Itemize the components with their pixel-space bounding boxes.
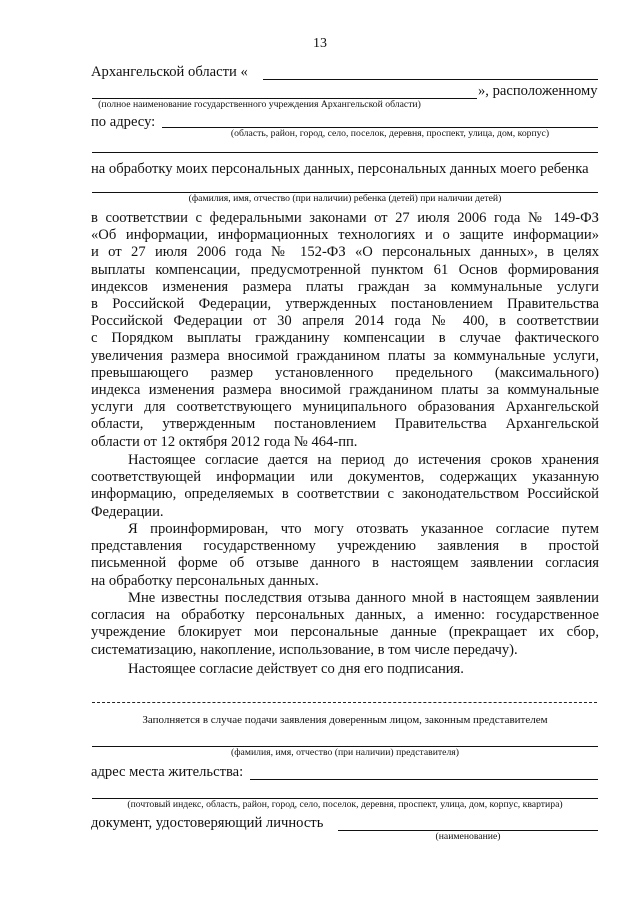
dashed-separator xyxy=(92,702,597,703)
text-line: Настоящее согласие дается на период до истечения сроков хранения xyxy=(128,452,599,468)
page-number: 13 xyxy=(313,36,327,51)
residence-field[interactable] xyxy=(250,779,598,780)
text-line: согласия на обработку персональных данных, а именно: государственное xyxy=(91,607,599,624)
paragraph-withdrawal-consequences xyxy=(91,590,599,659)
text-line: области, утвержденным постановлением Правительства Архангельской xyxy=(91,416,599,433)
text-line: соответствующей информации или документов, содержащих указанную xyxy=(91,469,599,486)
caption-child: (фамилия, имя, отчество (при наличии) ребенка (детей) при наличии детей) xyxy=(188,193,502,204)
text-line: на обработку персональных данных. xyxy=(91,572,319,589)
paragraph-legal-basis xyxy=(91,210,599,451)
text-line: Российской Федерации от 30 апреля 2014 года № 400, в соответствии xyxy=(91,313,599,330)
text-line: Мне известны последствия отзыва данного мной в настоящем заявлении xyxy=(128,590,599,606)
text-line: учреждение блокирует мои персональные данные (прекращает их сбор, xyxy=(91,624,599,641)
text-line: превышающего размер установленного предельного (максимального) xyxy=(91,364,599,381)
institution-line-prefix: Архангельской области « xyxy=(91,64,248,80)
text-line: «Об информации, информационных технологиях и о защите информации» xyxy=(91,227,599,244)
address-field-continued[interactable] xyxy=(92,152,598,153)
text-line: письменной форме об отзыве данного в настоящем заявлении согласия xyxy=(91,555,599,572)
text-line: в соответствии с федеральными законами от 27 июля 2006 года № 149-ФЗ xyxy=(91,210,599,226)
residence-label: адрес места жительства: xyxy=(91,764,244,780)
text-line: услуги для соответствующего муниципального образования Архангельской xyxy=(91,399,599,416)
caption-id-doc: (наименование) xyxy=(435,831,501,842)
institution-name-field[interactable] xyxy=(263,79,598,80)
address-label: по адресу: xyxy=(91,114,156,130)
caption-residence: (почтовый индекс, область, район, город, село, поселок, деревня, проспект, улица, дом, корпус, квартира) xyxy=(127,799,563,810)
text-line: в Российской Федерации, утвержденных постановлением Правительства xyxy=(91,296,599,313)
text-line: с Порядком выплаты гражданину компенсации в случае фактического xyxy=(91,330,599,347)
text-line: представления государственному учреждению заявления в простой xyxy=(91,538,599,555)
text-line: индексов изменения размера платы граждан за коммунальные услуги xyxy=(91,278,599,295)
id-document-label: документ, удостоверяющий личность xyxy=(91,815,324,831)
text-line: Федерации. xyxy=(91,503,164,520)
caption-rep-name: (фамилия, имя, отчество (при наличии) представителя) xyxy=(231,747,459,758)
caption-institution: (полное наименование государственного учреждения Архангельской области) xyxy=(98,99,421,110)
text-line: индекса изменения размера вносимой гражданином платы за коммунальные xyxy=(91,382,599,399)
text-line: области от 12 октября 2012 года № 464-пп. xyxy=(91,433,358,450)
institution-line-suffix: », расположенному xyxy=(478,83,598,99)
paragraph-withdrawal-right xyxy=(91,521,599,590)
paragraph-effective-date: Настоящее согласие действует со дня его подписания. xyxy=(128,661,464,677)
text-line: систематизацию, накопление, использование, в том числе передачу). xyxy=(91,641,518,658)
text-line: и от 27 июля 2006 года № 152-ФЗ «О персональных данных», в целях xyxy=(91,244,599,261)
text-line: выплаты компенсации, предусмотренной пунктом 61 Основ формирования xyxy=(91,261,599,278)
representative-note: Заполняется в случае подачи заявления доверенным лицом, законным представителем xyxy=(142,714,548,726)
text-line: Я проинформирован, что могу отозвать указанное согласие путем xyxy=(128,521,599,537)
consent-line: на обработку моих персональных данных, персональных данных моего ребенка xyxy=(91,161,589,177)
paragraph-consent-period xyxy=(91,452,599,521)
text-line: информацию, определяемых в соответствии с законодательством Российской xyxy=(91,486,599,503)
caption-address: (область, район, город, село, поселок, деревня, проспект, улица, дом, корпус) xyxy=(230,128,550,139)
text-line: увеличения размера вносимой гражданином платы за коммунальные услуги, xyxy=(91,347,599,364)
